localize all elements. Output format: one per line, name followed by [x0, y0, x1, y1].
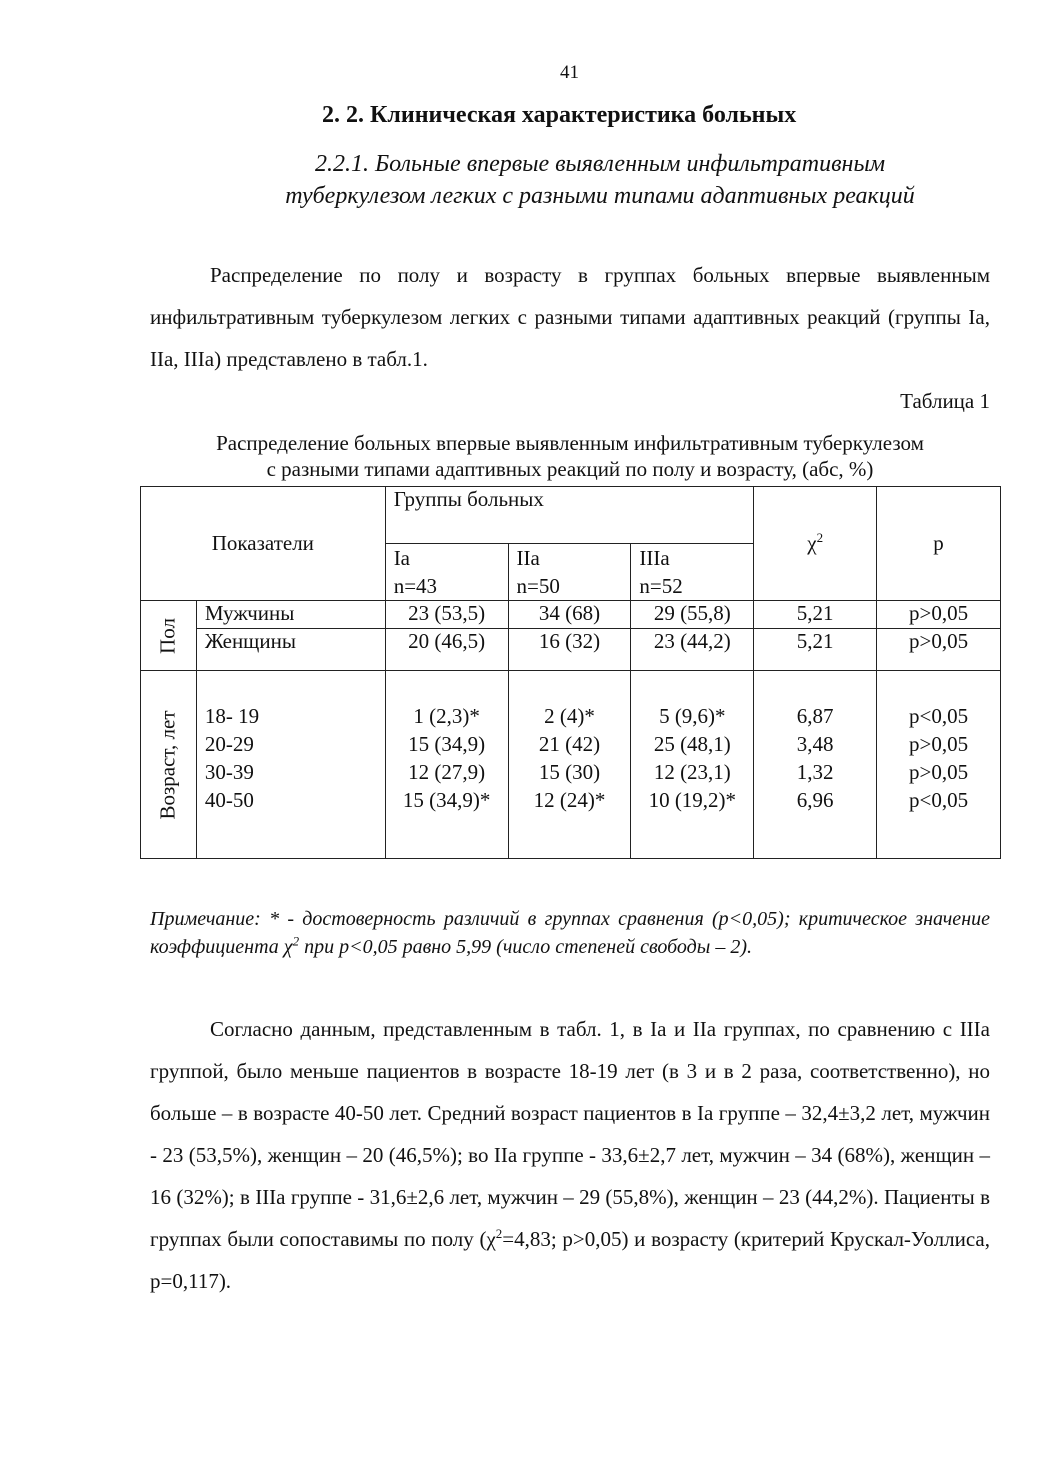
cell-ia: 20 (46,5) [385, 629, 508, 671]
data-table [140, 486, 1001, 859]
subsection-heading [200, 148, 1000, 212]
sex-group-label [141, 601, 197, 671]
header-chi2 [754, 487, 877, 601]
cell-chi2: 5,21 [754, 629, 877, 671]
table-number: Таблица 1 [900, 389, 990, 413]
cell-chi2: 5,21 [754, 601, 877, 629]
note-text: Примечание: * - достоверность различий в группах сравнения (р<0,05); критическое значение коэффициента χ [150, 908, 990, 958]
age-chi2-values [754, 671, 877, 859]
cell-chi2: 1,32 [796, 760, 834, 784]
subsection-heading-line1: 2.2.1. Больные впервые выявленным инфильтративным [314, 151, 886, 177]
cell-iiia: 12 (23,1) [653, 760, 731, 784]
row-label: 18- 19 [204, 704, 260, 728]
cell-iia: 2 (4)* [544, 704, 595, 728]
row-label: Женщины [196, 629, 385, 671]
cell-iia: 34 (68) [508, 601, 631, 629]
cell-iia: 16 (32) [508, 629, 631, 671]
table-row [141, 671, 1001, 859]
group-n: n=43 [393, 574, 438, 598]
group-iiia-header [631, 544, 754, 601]
group-ia-header [385, 544, 508, 601]
cell-iia: 12 (24)* [533, 788, 606, 812]
cell-p: р>0,05 [908, 760, 969, 784]
cell-chi2: 6,96 [796, 788, 834, 812]
header-p: р [877, 487, 1001, 601]
table-caption-line1: Распределение больных впервые выявленным инфильтративным туберкулезом [216, 431, 924, 455]
cell-ia: 23 (53,5) [385, 601, 508, 629]
age-p-values [877, 671, 1001, 859]
table-caption [140, 430, 1000, 482]
header-chi-symbol: χ [807, 531, 817, 555]
cell-ia: 1 (2,3)* [413, 704, 480, 728]
group-iia-header [508, 544, 631, 601]
note-text-end: при р<0,05 равно 5,99 (число степеней свободы – 2). [299, 936, 752, 958]
cell-p: р<0,05 [908, 704, 969, 728]
cell-iia: 21 (42) [538, 732, 601, 756]
header-groups: Группы больных [385, 487, 754, 544]
group-n: n=50 [516, 574, 560, 598]
note-sup: 2 [292, 933, 300, 949]
cell-p: р<0,05 [908, 788, 969, 812]
conclusion-text-end: =4,83; р>0,05) и возрасту (критерий Крускал-Уоллиса, р=0,117). [150, 1227, 990, 1293]
cell-p: р>0,05 [877, 601, 1001, 629]
conclusion-paragraph [150, 1008, 990, 1302]
sex-label: Пол [155, 617, 180, 654]
table-row [141, 629, 1001, 671]
table-note [150, 905, 990, 961]
age-iiia-values [631, 671, 754, 859]
age-label: Возраст, лет [155, 709, 180, 820]
header-chi-sup: 2 [816, 530, 824, 545]
intro-paragraph: Распределение по полу и возрасту в группах больных впервые выявленным инфильтративным туберкулезом легких с разными типами адаптивных реакций (группы Ia, IIa, IIIa) представлено в табл.1. [150, 263, 990, 371]
age-group-label [141, 671, 197, 859]
row-label: 20-29 [204, 732, 254, 756]
cell-iiia: 25 (48,1) [653, 732, 731, 756]
group-name: IIa [516, 546, 540, 570]
age-iia-values [508, 671, 631, 859]
cell-iiia: 10 (19,2)* [648, 788, 737, 812]
conclusion-sup: 2 [495, 1226, 503, 1241]
cell-p: р>0,05 [908, 732, 969, 756]
age-labels [196, 671, 385, 859]
cell-chi2: 3,48 [796, 732, 834, 756]
cell-iia: 15 (30) [538, 760, 601, 784]
cell-ia: 12 (27,9) [408, 760, 486, 784]
group-name: IIIa [639, 546, 670, 570]
conclusion-text: Согласно данным, представленным в табл. 1, в Ia и IIa группах, по сравнению с IIIa группой, было меньше пациентов в возрасте 18-19 лет (в 3 и в 2 раза, соответственно), но больше – в возрасте 40-50 лет. Средний возраст пациентов в Ia группе – 32,4±3,2 лет, мужчин - 23 (53,5%), женщин – 20 (46,5%); во IIa группе - 33,6±2,7 лет, мужчин – 34 (68%), женщин – 16 (32%); в IIIa группе - 31,6±2,6 лет, мужчин – 29 (55,8%), женщин – 23 (44,2%). Пациенты в группах были сопоставимы по полу (χ [150, 1017, 990, 1251]
cell-p: р>0,05 [877, 629, 1001, 671]
age-ia-values [385, 671, 508, 859]
row-label: Мужчины [196, 601, 385, 629]
header-indicators: Показатели [141, 487, 386, 601]
row-label: 40-50 [204, 788, 254, 812]
cell-iiia: 5 (9,6)* [659, 704, 726, 728]
section-heading: 2. 2. Клиническая характеристика больных [322, 102, 797, 128]
subsection-heading-line2: туберкулезом легких с разными типами адаптивных реакций [285, 183, 915, 209]
group-n: n=52 [639, 574, 683, 598]
cell-ia: 15 (34,9)* [402, 788, 491, 812]
page-number: 41 [560, 62, 579, 83]
table-row [141, 601, 1001, 629]
row-label: 30-39 [204, 760, 254, 784]
cell-iiia: 23 (44,2) [631, 629, 754, 671]
table-caption-line2: с разными типами адаптивных реакций по полу и возрасту, (абс, %) [266, 457, 874, 481]
group-name: Ia [393, 546, 411, 570]
cell-ia: 15 (34,9) [408, 732, 486, 756]
cell-iiia: 29 (55,8) [631, 601, 754, 629]
cell-chi2: 6,87 [796, 704, 834, 728]
